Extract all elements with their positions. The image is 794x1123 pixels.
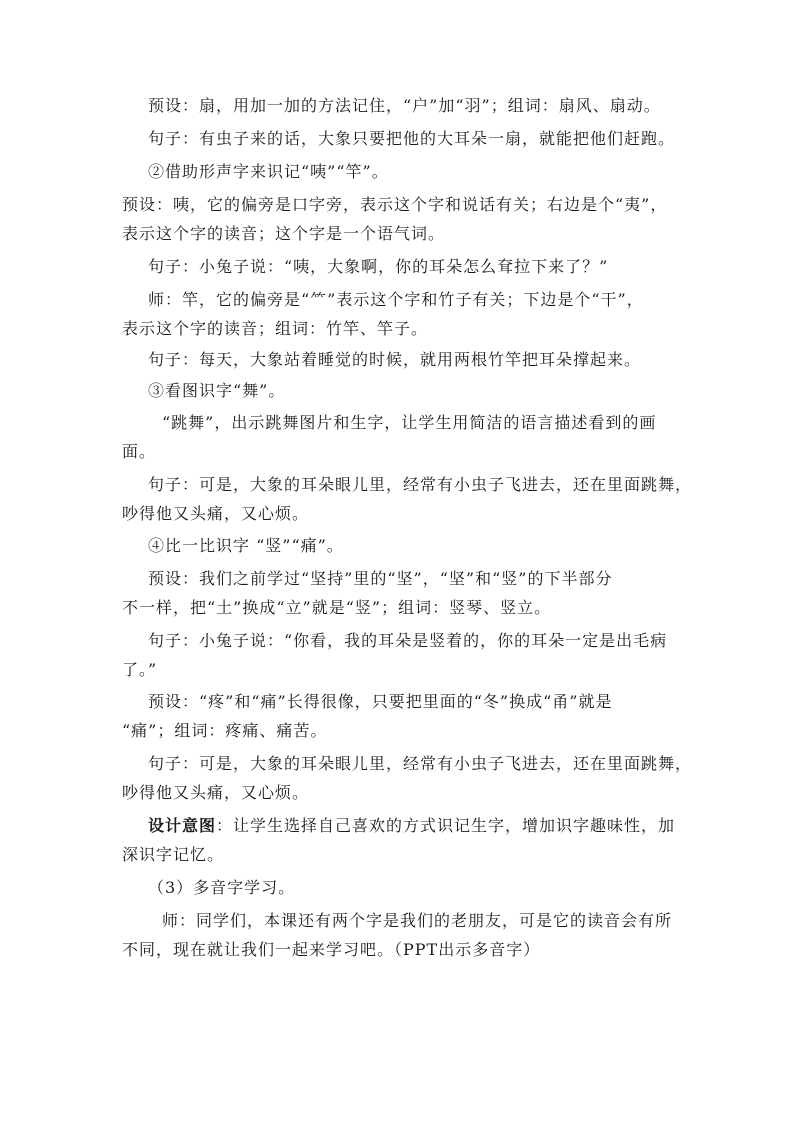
design-intent-text: ：让学生选择自己喜欢的方式识记生字，增加识字趣味性，加 [216, 816, 676, 835]
text-line: ②借助形声字来识记“咦”“竿”。 [148, 162, 389, 181]
section-heading: （3）多音字学习。 [148, 878, 296, 897]
text-line: 句子：小兔子说：“你看，我的耳朵是竖着的，你的耳朵一定是出毛病 [148, 631, 668, 650]
text-line: 不一样，把“土”换成“立”就是“竖”；组词：竖琴、竖立。 [122, 598, 552, 617]
text-line: 不同，现在就让我们一起来学习吧。（PPT出示多音字） [122, 940, 541, 959]
text-line: 深识字记忆。 [122, 845, 225, 864]
text-line: 吵得他又头痛，又心烦。 [122, 504, 310, 523]
text-line: 表示这个字的读音；组词：竹竿、竿子。 [122, 319, 429, 338]
text-line: “跳舞”，出示跳舞图片和生字，让学生用简洁的语言描述看到的画 [162, 413, 657, 432]
text-line: 吵得他又头痛，又心烦。 [122, 783, 310, 802]
text-line: “痛”；组词：疼痛、痛苦。 [122, 721, 328, 740]
text-line: 预设：我们之前学过“坚持”里的“坚”，“坚”和“竖”的下半部分 [148, 569, 613, 588]
text-line: 预设：咦，它的偏旁是口字旁，表示这个字和说话有关；右边是个“夷”， [122, 195, 668, 214]
text-line: 预设：“疼”和“痛”长得很像，只要把里面的“冬”换成“甬”就是 [148, 692, 613, 711]
text-line: 句子：小兔子说：“咦，大象啊，你的耳朵怎么耷拉下来了？” [148, 257, 609, 276]
text-line: 表示这个字的读音；这个字是一个语气词。 [122, 224, 446, 243]
text-line: 了。” [122, 660, 158, 679]
text-line: ④比一比识字 “竖”“痛”。 [148, 536, 344, 555]
text-line: ③看图识字“舞”。 [148, 381, 286, 400]
text-line: 句子：可是，大象的耳朵眼儿里，经常有小虫子飞进去，还在里面跳舞， [148, 475, 693, 494]
text-line: 师：同学们，本课还有两个字是我们的老朋友，可是它的读音会有所 [162, 911, 673, 930]
text-line: 师：竿，它的偏旁是“⺮”表示这个字和竹子有关；下边是个“干”， [148, 290, 644, 309]
text-line: 面。 [122, 442, 157, 461]
text-line: 句子：每天，大象站着睡觉的时候，就用两根竹竿把耳朵撑起来。 [148, 350, 642, 369]
text-line: 句子：有虫子来的话，大象只要把他的大耳朵一扇，就能把他们赶跑。 [148, 129, 676, 148]
design-intent-line [148, 815, 675, 837]
design-intent-label: 设计意图 [148, 816, 217, 835]
text-line: 预设：扇，用加一加的方法记住，“户”加“羽”；组词：扇风、扇动。 [148, 96, 661, 115]
text-line: 句子：可是，大象的耳朵眼儿里，经常有小虫子飞进去，还在里面跳舞， [148, 754, 693, 773]
